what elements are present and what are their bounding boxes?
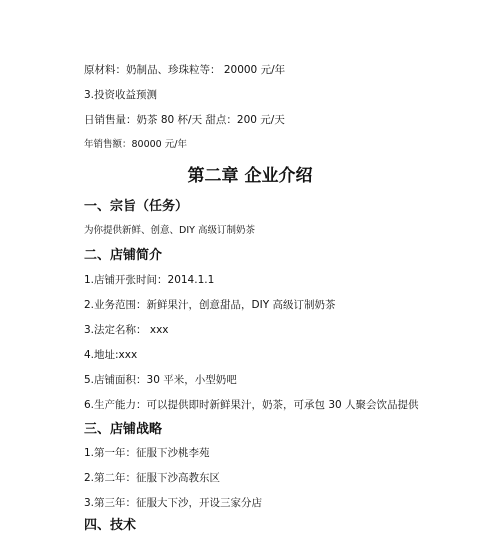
section-strategy-title: 三、店铺战略 bbox=[84, 422, 163, 437]
store-intro-item: 5.店铺面积：30 平米，小型奶吧 bbox=[84, 374, 237, 386]
store-intro-item: 4.地址:xxx bbox=[84, 349, 138, 361]
store-intro-item: 2.业务范围：新鲜果汁，创意甜品，DIY 高级订制奶茶 bbox=[84, 299, 336, 311]
store-intro-item: 6.生产能力：可以提供即时新鲜果汁，奶茶，可承包 30 人聚会饮品提供 bbox=[84, 399, 419, 411]
annual-sales-line: 年销售额：80000 元/年 bbox=[84, 139, 187, 150]
roi-title-line: 3.投资收益预测 bbox=[84, 89, 158, 101]
strategy-item: 1.第一年：征服下沙桃李苑 bbox=[84, 447, 210, 459]
daily-sales-line: 日销售量：奶茶 80 杯/天 甜点：200 元/天 bbox=[84, 114, 285, 126]
section-tech-title: 四、技术 bbox=[84, 518, 137, 533]
section-store-intro-title: 二、店铺简介 bbox=[84, 248, 163, 263]
strategy-item: 2.第二年：征服下沙高教东区 bbox=[84, 472, 221, 484]
strategy-item: 3.第三年：征服大下沙，开设三家分店 bbox=[84, 497, 263, 509]
store-intro-item: 1.店铺开张时间：2014.1.1 bbox=[84, 274, 215, 286]
store-intro-item: 3.法定名称： xxx bbox=[84, 324, 169, 336]
chapter-title: 第二章 企业介绍 bbox=[187, 166, 313, 186]
section-mission-text: 为你提供新鲜、创意、DIY 高级订制奶茶 bbox=[84, 225, 255, 236]
raw-materials-line: 原材料：奶制品、珍珠粒等： 20000 元/年 bbox=[84, 64, 286, 76]
section-mission-title: 一、宗旨（任务） bbox=[84, 199, 189, 214]
